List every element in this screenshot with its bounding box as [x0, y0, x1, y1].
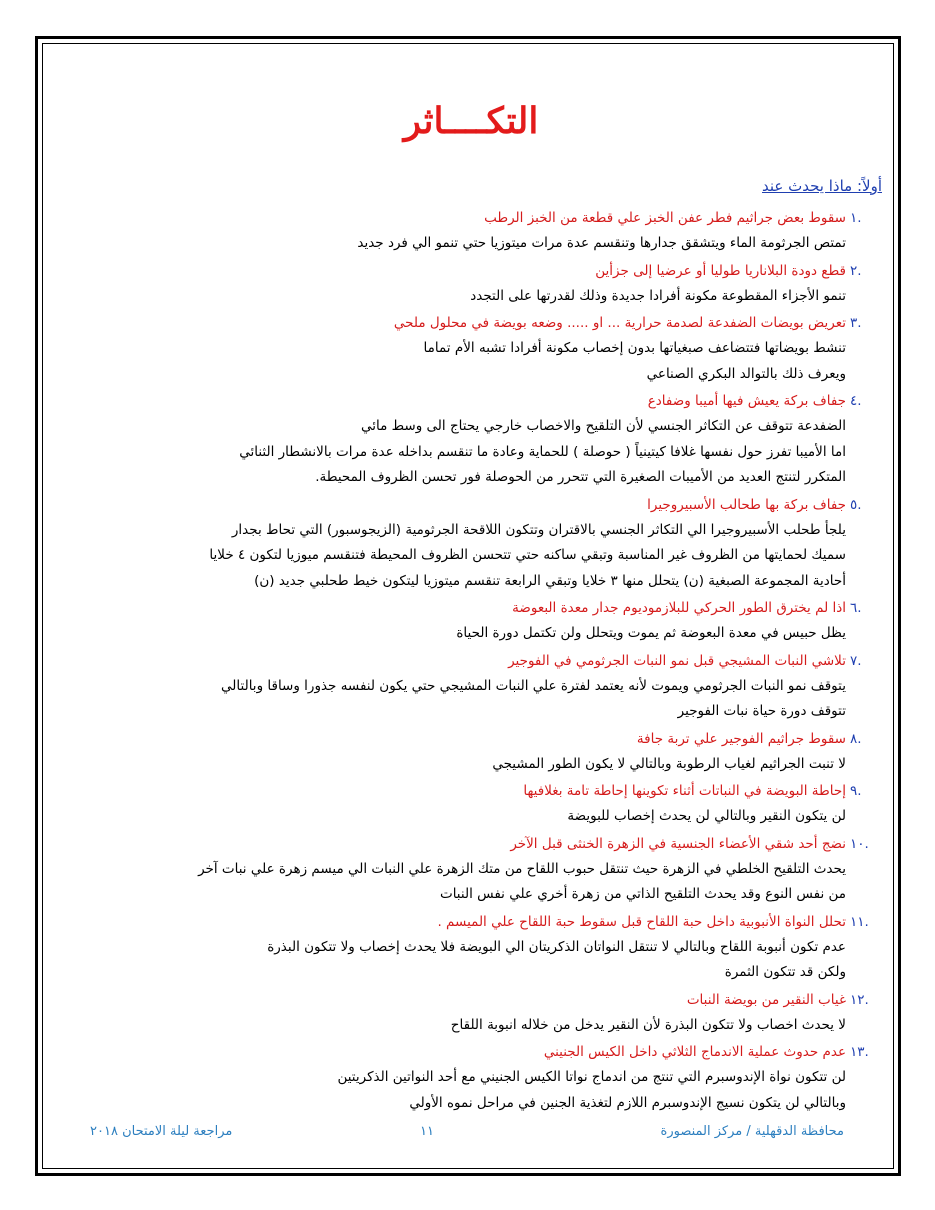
item-number: ٥.	[850, 496, 862, 513]
answer-line: يظل حبيس في معدة البعوضة ثم يموت ويتحلل ولن تكتمل دورة الحياة	[456, 625, 846, 641]
answer-line: أحادية المجموعة الصبغية (ن) يتحلل منها ٣ خلايا وتبقي الرابعة تنقسم ميتوزيا ليتكون خيط طحلبي جديد (ن)	[254, 572, 846, 589]
question-text: اذا لم يخترق الطور الحركي للبلازموديوم جدار معدة البعوضة	[512, 600, 846, 616]
item-answer	[60, 518, 882, 595]
list-item	[60, 311, 882, 387]
list-item	[60, 727, 882, 778]
list-item	[60, 596, 882, 647]
item-answer	[60, 621, 882, 647]
section-heading: أولاً: ماذا يحدث عند	[762, 177, 882, 195]
item-answer	[60, 1065, 882, 1116]
answer-line: ولكن قد تتكون الثمرة	[724, 964, 846, 980]
item-answer	[60, 231, 882, 257]
items-list	[60, 206, 882, 1116]
answer-line: الضفدعة تتوقف عن التكاثر الجنسي لأن التلقيح والاخصاب خارجي يحتاج الى وسط مائي	[360, 418, 846, 434]
item-question	[60, 206, 882, 231]
list-item	[60, 493, 882, 595]
answer-line: عدم تكون أنبوبة اللقاح وبالتالي لا تنتقل النواتان الذكريتان الي البويضة فلا يحدث إخصاب ولا تتكون البذرة	[267, 938, 846, 955]
question-text: نضج أحد شقي الأعضاء الجنسية في الزهرة الخنثى قبل الآخر	[510, 835, 846, 852]
list-item	[60, 832, 882, 908]
item-question	[60, 389, 882, 414]
question-text: جفاف بركة يعيش فيها أميبا وضفادع	[647, 393, 846, 409]
item-question	[60, 910, 882, 935]
item-question	[60, 1040, 882, 1065]
item-question	[60, 311, 882, 336]
question-text: إحاطة البويضة في النباتات أثناء تكوينها إحاطة تامة بغلافيها	[523, 783, 846, 799]
answer-line: سميك لحمايتها من الظروف غير المناسبة وتبقي ساكنه حتي تتحسن الظروف المحيطة فتنقسم ميوزيا لتكون ٤ خلايا	[209, 547, 846, 563]
question-text: تعريض بويضات الضفدعة لصدمة حرارية ... او ..... وضعه بويضة في محلول ملحي	[393, 315, 846, 331]
answer-line: يحدث التلقيح الخلطي في الزهرة حيث تنتقل حبوب اللقاح من متك الزهرة علي النبات الي ميسم زهرة علي نبات آخر	[198, 860, 846, 877]
item-question	[60, 493, 882, 518]
item-number: ١٠.	[850, 835, 869, 852]
footer-location: محافظة الدقهلية / مركز المنصورة	[660, 1124, 844, 1139]
list-item	[60, 389, 882, 491]
item-answer	[60, 804, 882, 830]
item-number: ٧.	[850, 652, 862, 669]
answer-line: لا يحدث اخصاب ولا تتكون البذرة لأن النقير يدخل من خلاله انبوبة اللقاح	[450, 1016, 846, 1033]
answer-line: ويعرف ذلك بالتوالد البكري الصناعي	[646, 365, 846, 382]
list-item	[60, 1040, 882, 1116]
question-text: غياب النقير من بويضة النبات	[686, 991, 846, 1008]
item-question	[60, 988, 882, 1013]
list-item	[60, 206, 882, 257]
item-answer	[60, 284, 882, 310]
item-answer	[60, 336, 882, 387]
item-number: ١١.	[850, 913, 869, 930]
item-number: ١٢.	[850, 991, 869, 1008]
item-number: ٣.	[850, 315, 862, 331]
answer-line: لن يتكون النقير وبالتالي لن يحدث إخصاب للبويضة	[567, 808, 846, 824]
item-answer	[60, 935, 882, 986]
item-question	[60, 727, 882, 752]
answer-line: اما الأميبا تفرز حول نفسها غلافا كيتينياً ( حوصلة ) للحماية وعادة ما تنقسم بداخله عدة مرات بالانشطار الثنائي	[239, 443, 846, 460]
list-item	[60, 779, 882, 830]
item-number: ١٣.	[850, 1044, 869, 1060]
answer-line: لن تتكون نواة الإندوسبرم التي تنتج من اندماج نواتا الكيس الجنيني مع أحد النواتين الذكريتين	[337, 1069, 846, 1085]
list-item	[60, 910, 882, 986]
answer-line: تنشط بويضاتها فتتضاعف صبغياتها بدون إخصاب مكونة أفرادا تشبه الأم تماما	[423, 340, 846, 356]
item-answer	[60, 857, 882, 908]
answer-line: تمتص الجرثومة الماء ويتشقق جدارها وتنقسم عدة مرات ميتوزيا حتي تنمو الي فرد جديد	[357, 235, 846, 251]
item-number: ٦.	[850, 600, 862, 616]
list-item	[60, 649, 882, 725]
question-text: سقوط جراثيم الفوجير علي تربة جافة	[636, 730, 846, 747]
item-answer	[60, 1013, 882, 1039]
footer-review-title: مراجعة ليلة الامتحان ٢٠١٨	[90, 1124, 233, 1139]
item-answer	[60, 414, 882, 491]
item-number: ٤.	[850, 393, 862, 409]
item-question	[60, 779, 882, 804]
item-answer	[60, 752, 882, 778]
item-question	[60, 596, 882, 621]
item-number: ٩.	[850, 783, 862, 799]
answer-line: يلجأ طحلب الأسبيروجيرا الي التكاثر الجنسي بالاقتران وتتكون اللاقحة الجرثومية (الزيجوسبور) التي تحاط بجدار	[231, 521, 846, 538]
document-page	[60, 52, 882, 1162]
answer-line: من نفس النوع وقد يحدث التلقيح الذاتي من زهرة أخري علي نفس النبات	[439, 886, 846, 902]
page-footer	[60, 1124, 882, 1148]
answer-line: تتوقف دورة حياة نبات الفوجير	[677, 703, 846, 719]
question-text: تلاشي النبات المشيجي قبل نمو النبات الجرثومي في الفوجير	[508, 652, 846, 669]
item-answer	[60, 674, 882, 725]
list-item	[60, 988, 882, 1039]
answer-line: يتوقف نمو النبات الجرثومي ويموت لأنه يعتمد لفترة علي النبات المشيجي حتي يكون لنفسه جذورا وساقا وبالتالي	[221, 677, 846, 694]
question-text: جفاف بركة بها طحالب الأسبيروجيرا	[647, 496, 846, 513]
item-number: ١.	[850, 210, 862, 226]
item-number: ٨.	[850, 730, 862, 747]
list-item	[60, 259, 882, 310]
question-text: قطع دودة البلاناريا طوليا أو عرضيا إلى جزأين	[595, 262, 846, 279]
answer-line: المتكرر لتنتج العديد من الأميبات الصغيرة التي تتحرر من الحوصلة فور تحسن الظروف المحيطة.	[315, 469, 846, 485]
item-question	[60, 259, 882, 284]
answer-line: لا تنبت الجراثيم لغياب الرطوبة وبالتالي لا يكون الطور المشيجي	[492, 755, 846, 772]
item-number: ٢.	[850, 262, 862, 279]
page-number: ١١	[420, 1124, 434, 1139]
page-title: التكــــاثر	[403, 100, 539, 142]
answer-line: تنمو الأجزاء المقطوعة مكونة أفرادا جديدة وذلك لقدرتها على التجدد	[470, 287, 846, 304]
item-question	[60, 649, 882, 674]
answer-line: وبالتالي لن يتكون نسيج الإندوسبرم اللازم لتغذية الجنين في مراحل نموه الأولي	[409, 1094, 846, 1111]
question-text: سقوط بعض جراثيم فطر عفن الخبز علي قطعة من الخبز الرطب	[484, 210, 846, 226]
question-text: عدم حدوث عملية الاندماج الثلاثي داخل الكيس الجنيني	[543, 1044, 846, 1060]
question-text: تحلل النواة الأنبوبية داخل حبة اللقاح قبل سقوط حبة اللقاح علي الميسم .	[437, 913, 846, 930]
item-question	[60, 832, 882, 857]
